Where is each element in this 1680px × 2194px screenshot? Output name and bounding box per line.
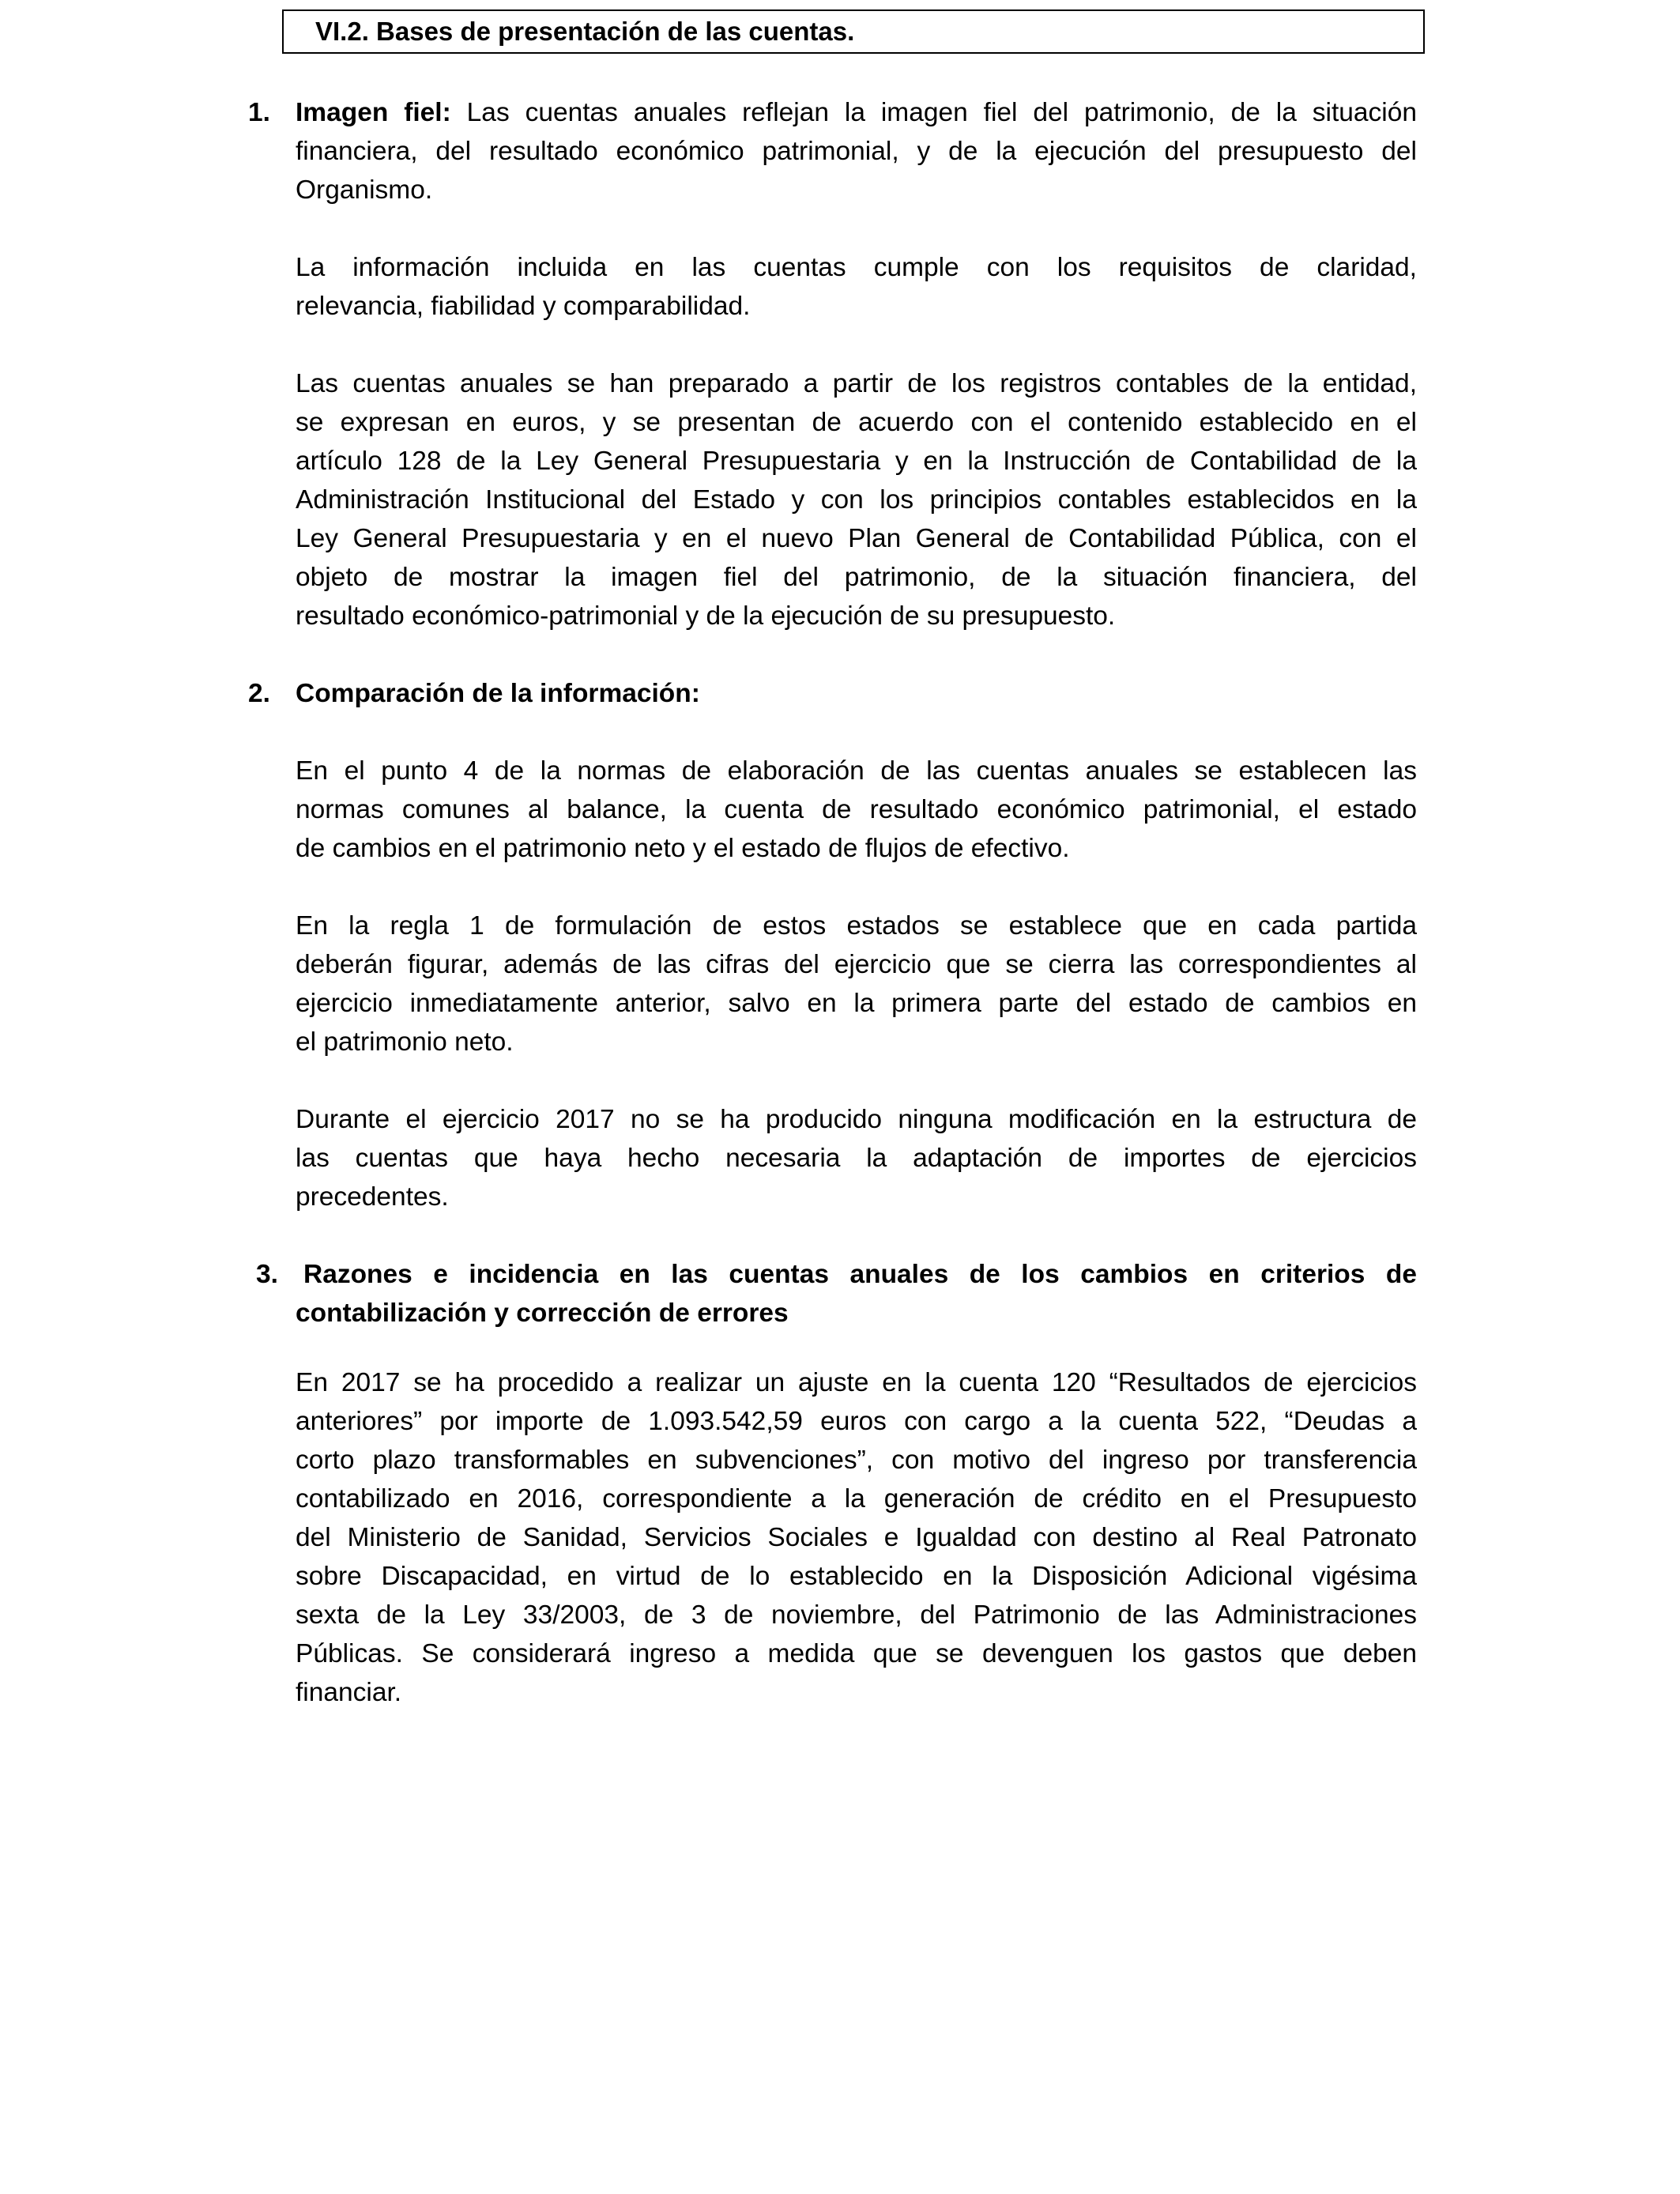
text-line: relevancia, fiabilidad y comparabilidad. <box>296 292 751 321</box>
text-line: normas comunes al balance, la cuenta de resultado económico patrimonial, el estado <box>296 795 1417 824</box>
text-line: contabilizado en 2016, correspondiente a la generación de crédito en el Presupuesto <box>296 1484 1417 1514</box>
text-line: del Ministerio de Sanidad, Servicios Sociales e Igualdad con destino al Real Patronato <box>296 1523 1417 1552</box>
item-2-paragraph-3 <box>296 1100 1417 1216</box>
item-heading-line: contabilización y corrección de errores <box>296 1299 789 1328</box>
text-line: Las cuentas anuales se han preparado a partir de los registros contables de la entidad, <box>296 369 1417 398</box>
item-number: 3. <box>256 1260 278 1289</box>
text-line: financiera, del resultado económico patrimonial, y de la ejecución del presupuesto del <box>296 137 1417 166</box>
text-line: el patrimonio neto. <box>296 1027 514 1057</box>
text-line: se expresan en euros, y se presentan de acuerdo con el contenido establecido en el <box>296 408 1417 437</box>
text-line: corto plazo transformables en subvenciones”, con motivo del ingreso por transferencia <box>296 1446 1417 1475</box>
item-2 <box>248 674 1417 713</box>
item-1-paragraph-3 <box>296 364 1417 635</box>
text-line: Durante el ejercicio 2017 no se ha producido ninguna modificación en la estructura de <box>296 1105 1417 1134</box>
text-line: objeto de mostrar la imagen fiel del patrimonio, de la situación financiera, del <box>296 563 1417 592</box>
text-line: resultado económico-patrimonial y de la ejecución de su presupuesto. <box>296 601 1116 631</box>
text-line: En 2017 se ha procedido a realizar un ajuste en la cuenta 120 “Resultados de ejercicios <box>296 1368 1417 1397</box>
item-3-paragraph-1 <box>296 1363 1417 1712</box>
text-line: deberán figurar, además de las cifras del ejercicio que se cierra las correspondientes al <box>296 950 1417 979</box>
text-line: las cuentas que haya hecho necesaria la adaptación de importes de ejercicios <box>296 1144 1417 1173</box>
item-number: 1. <box>248 98 270 127</box>
item-3 <box>256 1255 1417 1333</box>
text-fragment: Las cuentas anuales reflejan la imagen fiel del patrimonio, de la situación <box>450 98 1418 127</box>
text-line: precedentes. <box>296 1182 449 1212</box>
text-line: Administración Institucional del Estado y con los principios contables establecidos en la <box>296 485 1417 515</box>
text-line: anteriores” por importe de 1.093.542,59 euros con cargo a la cuenta 522, “Deudas a <box>296 1407 1417 1436</box>
text-line: financiar. <box>296 1678 402 1707</box>
item-2-paragraph-2 <box>296 907 1417 1061</box>
text-line: ejercicio inmediatamente anterior, salvo en la primera parte del estado de cambios en <box>296 989 1417 1018</box>
text-line: de cambios en el patrimonio neto y el estado de flujos de efectivo. <box>296 834 1070 863</box>
section-title: VI.2. Bases de presentación de las cuentas. <box>282 9 1425 54</box>
item-heading-line: Razones e incidencia en las cuentas anuales de los cambios en criterios de <box>303 1260 1417 1289</box>
item-number: 2. <box>248 679 270 708</box>
text-line: sexta de la Ley 33/2003, de 3 de noviembre, del Patrimonio de las Administraciones <box>296 1600 1417 1630</box>
item-heading: Imagen fiel: <box>296 98 451 127</box>
text-line: En la regla 1 de formulación de estos estados se establece que en cada partida <box>296 911 1417 941</box>
text-line: Organismo. <box>296 175 433 205</box>
text-line: sobre Discapacidad, en virtud de lo establecido en la Disposición Adicional vigésima <box>296 1562 1417 1591</box>
text-line <box>296 93 1417 132</box>
text-line: En el punto 4 de la normas de elaboración de las cuentas anuales se establecen las <box>296 756 1417 786</box>
item-1-paragraph-2 <box>296 248 1417 326</box>
text-line: artículo 128 de la Ley General Presupuestaria y en la Instrucción de Contabilidad de la <box>296 447 1417 476</box>
text-line: Públicas. Se considerará ingreso a medida que se devenguen los gastos que deben <box>296 1639 1417 1668</box>
item-2-paragraph-1 <box>296 752 1417 868</box>
text-line: La información incluida en las cuentas cumple con los requisitos de claridad, <box>296 253 1417 282</box>
text-line: Ley General Presupuestaria y en el nuevo Plan General de Contabilidad Pública, con el <box>296 524 1417 553</box>
item-heading: Comparación de la información: <box>296 679 700 708</box>
item-1 <box>248 93 1418 209</box>
